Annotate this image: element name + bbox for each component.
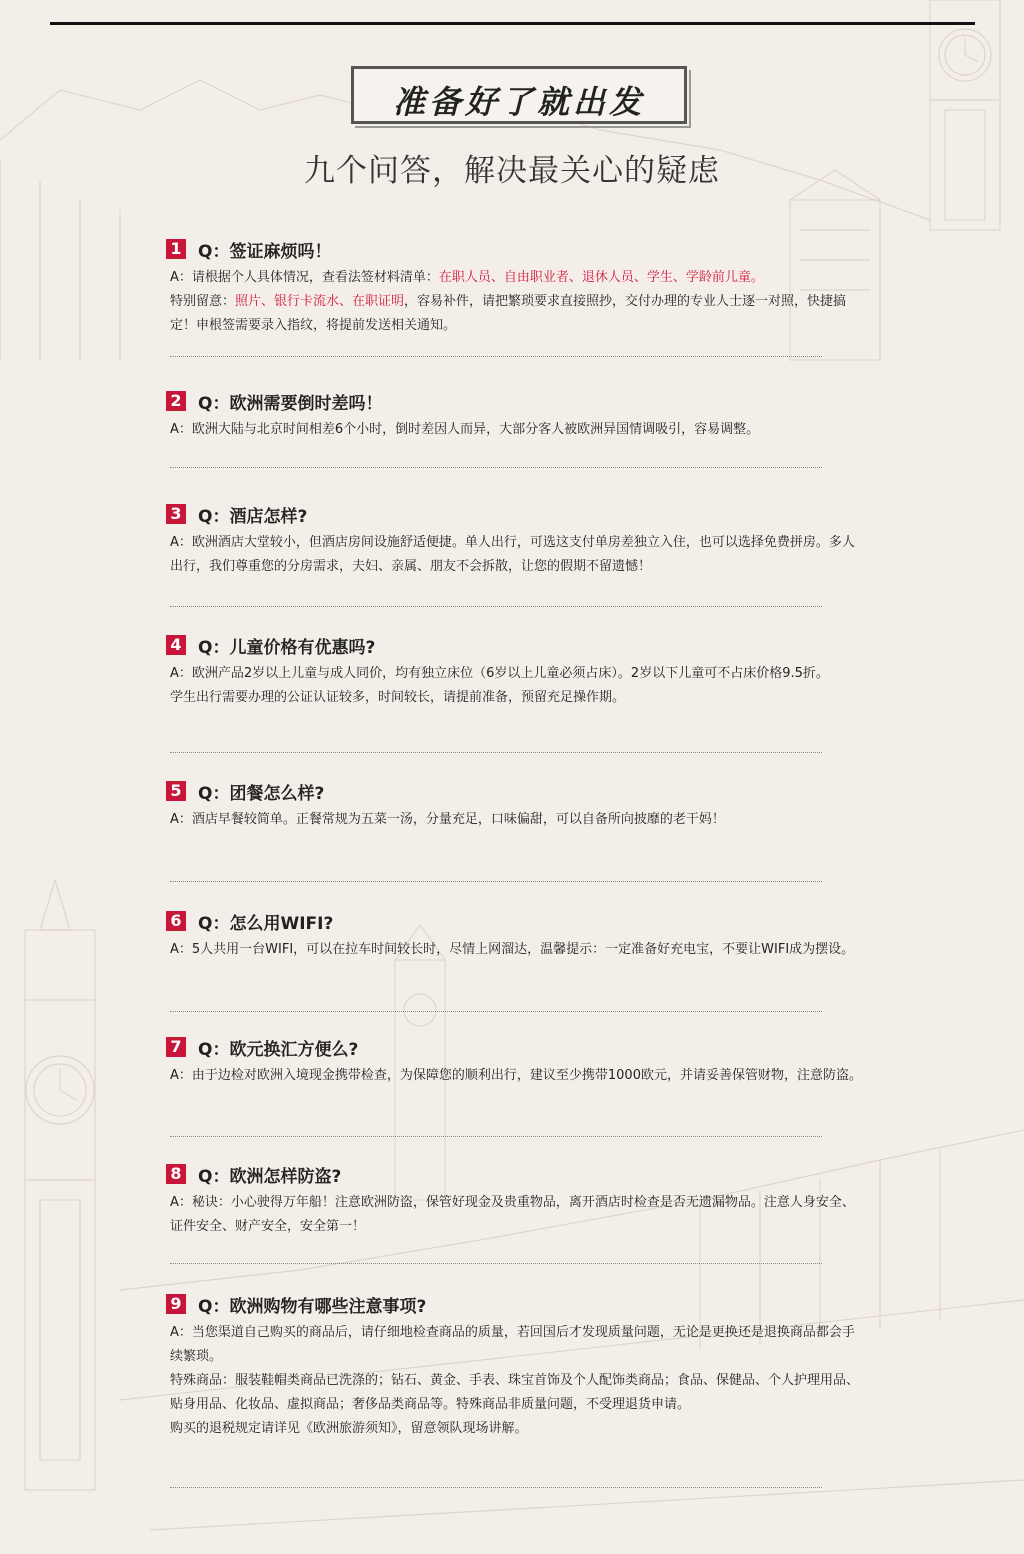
question-text: Q：欧元换汇方便么? (198, 1039, 359, 1060)
qa-item-2 (166, 390, 866, 442)
answer-text: A：由于边检对欧洲入境现金携带检查，为保障您的顺利出行，建议至少携带1000欧元，并请妥善保管财物，注意防盗。 (170, 1068, 862, 1083)
number-badge: 1 (166, 239, 186, 259)
question-text: Q：欧洲购物有哪些注意事项? (198, 1296, 427, 1317)
qa-item-6 (166, 910, 866, 962)
title-frame (351, 66, 687, 124)
divider (170, 606, 822, 607)
number-badge: 6 (166, 911, 186, 931)
question-text: Q：欧洲怎样防盗? (198, 1166, 342, 1187)
question-text: Q：团餐怎么样? (198, 783, 325, 804)
answer-text: A：秘诀：小心驶得万年船！注意欧洲防盗，保管好现金及贵重物品，离开酒店时检查是否无遗漏物品。注意人身安全、证件安全、财产安全，安全第一！ (170, 1195, 855, 1234)
number-badge: 2 (166, 391, 186, 411)
answer-text: A：当您渠道自己购买的商品后，请仔细地检查商品的质量，若回国后才发现质量问题，无论是更换还是退换商品都会手续繁琐。 特殊商品：服装鞋帽类商品已洗涤的；钻石、黄金、手表、珠宝首饰及个人配饰类商品；食品、保健品、个人护理用品、贴身用品、化妆品、虚拟商品；奢侈品类商品等。特殊商品非质量问题，不受理退货申请。 购买的退税规定请详见《欧洲旅游须知》，留意领队现场讲解。 (170, 1325, 860, 1436)
divider (170, 1487, 822, 1488)
answer-text: A：请根据个人具体情况，查看法签材料清单：在职人员、自由职业者、退休人员、学生、学龄前儿童。 特别留意：照片、银行卡流水、在职证明，容易补件，请把繁琐要求直接照抄，交付办理的专业人士逐一对照，快捷搞定！申根签需要录入指纹，将提前发送相关通知。 (170, 270, 847, 333)
divider (170, 356, 822, 357)
number-badge: 8 (166, 1164, 186, 1184)
question-text: Q：欧洲需要倒时差吗！ (198, 393, 383, 414)
divider (170, 1263, 822, 1264)
number-badge: 4 (166, 635, 186, 655)
question-text: Q：酒店怎样? (198, 506, 308, 527)
number-badge: 9 (166, 1294, 186, 1314)
number-badge: 3 (166, 504, 186, 524)
answer-text: A：欧洲大陆与北京时间相差6个小时，倒时差因人而异，大部分客人被欧洲异国情调吸引，容易调整。 (170, 422, 760, 437)
question-text: Q：儿童价格有优惠吗? (198, 637, 376, 658)
answer-text: A：酒店早餐较简单。正餐常规为五菜一汤，分量充足，口味偏甜，可以自备所向披靡的老干妈！ (170, 812, 725, 827)
qa-item-5 (166, 780, 866, 832)
question-text: Q：怎么用WIFI? (198, 913, 334, 934)
qa-item-4 (166, 634, 866, 710)
highlight-text: 照片、银行卡流水、在职证明 (235, 294, 405, 309)
qa-item-8 (166, 1163, 866, 1239)
divider (170, 881, 822, 882)
qa-item-1 (166, 238, 866, 338)
top-rule (50, 22, 975, 25)
answer-text: A：欧洲酒店大堂较小，但酒店房间设施舒适便捷。单人出行，可选这支付单房差独立入住，也可以选择免费拼房。多人出行，我们尊重您的分房需求，夫妇、亲属、朋友不会拆散，让您的假期不留遗憾！ (170, 535, 855, 574)
page-title: 准备好了就出发 (392, 83, 645, 121)
qa-item-9 (166, 1293, 866, 1441)
qa-item-7 (166, 1036, 866, 1088)
answer-text: A：欧洲产品2岁以上儿童与成人同价，均有独立床位（6岁以上儿童必须占床）。2岁以下儿童可不占床价格9.5折。 学生出行需要办理的公证认证较多，时间较长，请提前准备，预留充足操作期。 (170, 666, 829, 705)
highlight-text: 在职人员、自由职业者、退休人员、学生、学龄前儿童。 (438, 270, 764, 285)
divider (170, 752, 822, 753)
qa-item-3 (166, 503, 866, 579)
number-badge: 7 (166, 1037, 186, 1057)
number-badge: 5 (166, 781, 186, 801)
divider (170, 1136, 822, 1137)
divider (170, 1011, 822, 1012)
divider (170, 467, 822, 468)
answer-text: A：5人共用一台WIFI，可以在拉车时间较长时，尽情上网溜达，温馨提示：一定准备好充电宝，不要让WIFI成为摆设。 (170, 942, 855, 957)
page-subtitle: 九个问答，解决最关心的疑虑 (304, 153, 720, 189)
question-text: Q：签证麻烦吗！ (198, 241, 332, 262)
